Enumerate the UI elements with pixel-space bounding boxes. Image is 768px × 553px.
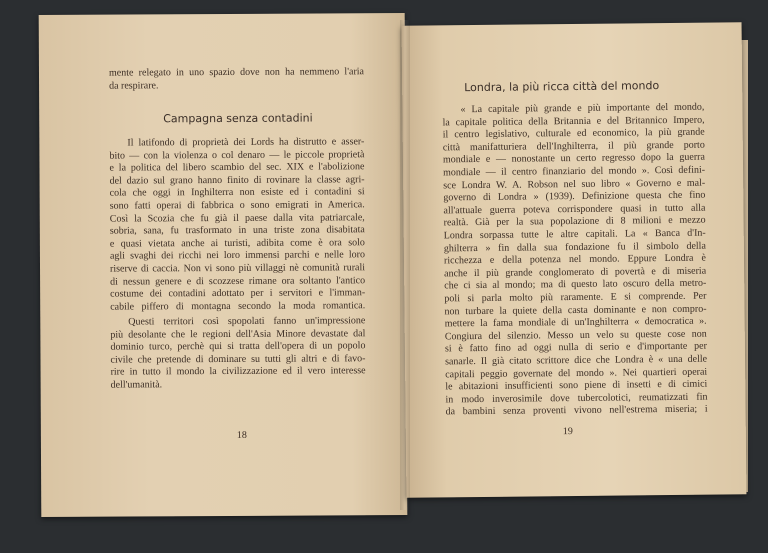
text-line: realtà. Già per la sua popolazione di 8 milioni e mezzo (443, 215, 706, 229)
text-line: di nessun genere e di scozzese rimane ora soltanto l'antico (110, 274, 366, 288)
text-line: Così la Scozia che fu già il paese dalla vita patriarcale, (109, 211, 365, 225)
text-line: in modo inverosimile dove tubercolotici, reumatizzati fin (445, 391, 708, 406)
text-line: riserve di caccia. Non vi sono più villaggi nè comunità rurali (109, 262, 366, 275)
text-line: bito — con la violenza o col denaro — le piccole proprietà (109, 148, 365, 162)
text-line: agli svaghi dei ricchi nei loro immensi parchi e nelle loro (109, 249, 365, 262)
text-line: mondiale e — nonostante un certo regresso dopo la guerra (442, 152, 705, 166)
text-line: mente relegato in uno spazio dove non ha nemmeno l'aria (108, 66, 365, 79)
text-line: anche il più grande conglomerato di povertà e di miseria (444, 265, 707, 280)
text-line: che ci sia al mondo; ma di questo lato oscuro della metro- (444, 278, 707, 292)
text-line: da respirare. (109, 79, 159, 92)
page-number: 19 (562, 426, 573, 438)
text-line: mettere la fama mondiale di un'Inghilterra « democratica ». (444, 315, 707, 330)
text-line: Questi territori così spopolati fanno un'impressione (128, 315, 366, 328)
text-line: sobria, sana, fu trasformato in una triste zona disabitata (109, 224, 365, 237)
text-line: sce Londra W. A. Robson nel suo libro « Governo e mal- (443, 177, 706, 191)
text-line: la capitale politica della Britannia e del Britannico Impero, (442, 114, 705, 128)
text-line: sono fatti operai di fabbrica o sono emigrati in America. (109, 199, 365, 212)
left-page (39, 13, 408, 517)
text-line: cabile piffero di montagna secondo la moda romantica. (110, 300, 366, 313)
text-line: e la politica del libero scambio del sec. XIX e l'abolizione (109, 161, 365, 174)
text-line: ghilterra » fin dalla sua fondazione fu il simbolo della (443, 240, 706, 254)
text-line: dominio turco, perchè qui si tratta dell'opera di un popolo (110, 340, 366, 353)
text-line: da bambini senza proventi vivono nell'estrema miseria; i (445, 404, 708, 418)
book-spine (400, 20, 410, 510)
section-title: Londra, la più ricca città del mondo (464, 79, 660, 95)
text-line: rire in tutto il mondo la civilizzazione ed il vero interesse (110, 365, 366, 378)
text-line: « La capitale più grande e più importante del mondo, (460, 101, 705, 116)
text-line: all'attuale guerra poteva corrispondere quasi in tutto alla (443, 202, 706, 217)
right-page (402, 22, 747, 498)
text-line: e quasi vietata anche ai turisti, adibita come è ora solo (109, 237, 365, 250)
text-line: le abitazioni insufficienti sono piene di insetti e di cimici (445, 378, 708, 393)
text-line: poli si parla molto più raramente. E si comprende. Per (444, 290, 707, 305)
text-line: sanarle. Il già citato scrittore dice che Londra è « una delle (445, 353, 708, 368)
text-line: non turbare la quiete della casta dominante e non compro- (444, 303, 707, 317)
page-number: 18 (236, 429, 247, 441)
text-line: più desolante che le regioni dell'Asia Minore devastate dal (110, 327, 366, 341)
text-line: il centro legislativo, culturale ed economico, la più grande (442, 126, 705, 141)
text-line: Il latifondo di proprietà dei Lords ha distrutto e asser- (127, 136, 365, 149)
text-line: città manifatturiera dell'Inghilterra, il più grande porto (442, 139, 705, 154)
text-line: costume dei contadini adottato per i servitori e l'imman- (110, 287, 366, 300)
text-line: dell'umanità. (110, 379, 163, 391)
text-line: del dazio sul grano hanno finito di rovinare la classe agri- (109, 174, 365, 187)
text-line: capitali peggio governate del mondo ». Nei quartieri operai (445, 366, 708, 380)
text-line: Congiura del silenzio. Messo un velo su queste cose non (444, 328, 707, 343)
text-line: civile che pretende di dominare su tutti gli altri e di favo- (110, 353, 366, 366)
text-line: ricchezza e della potenza nel mondo. Eppure Londra è (443, 252, 707, 267)
text-line: governo di Londra » (1939). Definizione questa che fino (443, 189, 706, 204)
text-line: mondiale — il centro finanziario del mondo ». Così defini- (443, 164, 706, 179)
text-line: si è fatto fino ad oggi nulla di serio e d'importante per (444, 341, 707, 355)
text-line: Londra sorpassa tutte le altre capitali. La « Banca d'In- (443, 227, 706, 242)
text-line: cola che oggi in Inghilterra non esiste ed i contadini si (109, 186, 365, 199)
section-title: Campagna senza contadini (163, 111, 313, 126)
